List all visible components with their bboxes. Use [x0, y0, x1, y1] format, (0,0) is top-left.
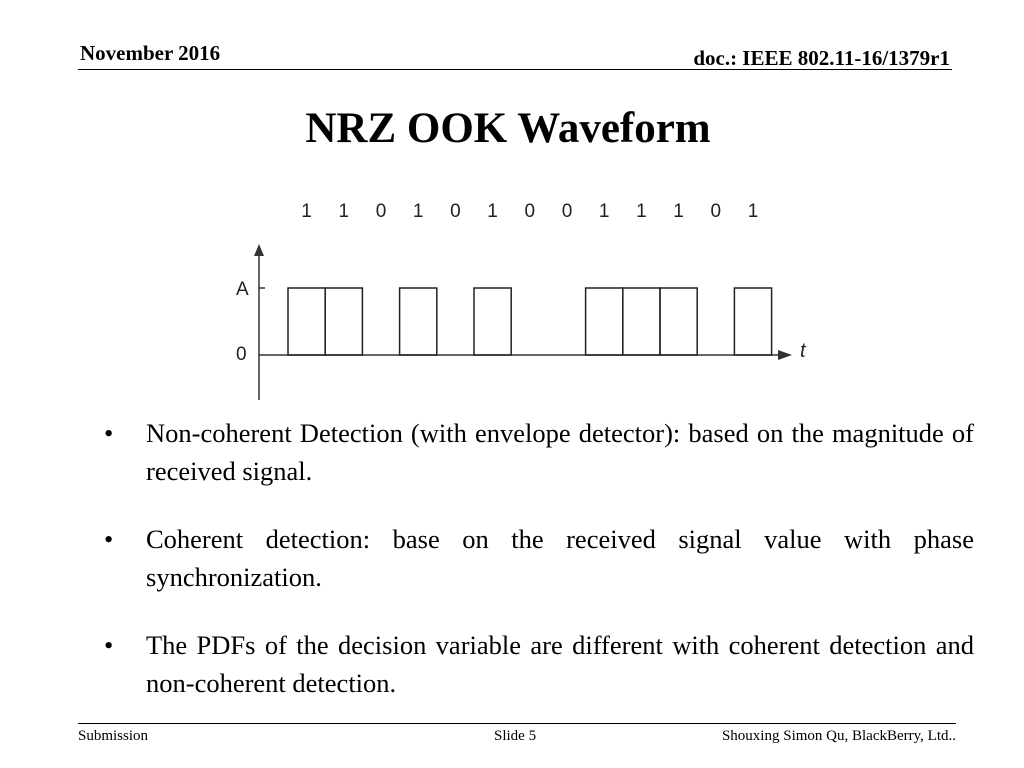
bit-label: 0 — [375, 201, 387, 222]
bit-label: 0 — [450, 201, 461, 222]
y-label-zero: 0 — [236, 344, 247, 365]
footer-slide-number: Slide 5 — [494, 728, 537, 744]
bullet-symbol: • — [104, 524, 114, 554]
bullet-list — [104, 414, 974, 732]
header-doc-id: doc.: IEEE 802.11-16/1379r1 — [693, 46, 950, 70]
pulse-bit-1 — [586, 288, 623, 355]
pulse-bit-1 — [734, 288, 771, 355]
x-axis-arrowhead — [778, 350, 792, 360]
nrz-ook-waveform-diagram — [220, 190, 820, 405]
pulse-bit-1 — [660, 288, 697, 355]
bullet-symbol: • — [104, 630, 114, 660]
slide-title: NRZ OOK Waveform — [305, 105, 711, 152]
bit-label: 1 — [301, 201, 312, 222]
bit-label: 1 — [487, 201, 498, 222]
footer-author: Shouxing Simon Qu, BlackBerry, Ltd.. — [721, 728, 956, 744]
pulse-group — [288, 288, 772, 355]
footer-submission: Submission — [78, 728, 149, 744]
bullet-text-coherent: Coherent detection: base on the received signal value with phase synchronization. — [146, 524, 974, 592]
bit-label: 0 — [524, 201, 536, 222]
bullet-item — [104, 414, 974, 490]
bit-label: 1 — [338, 201, 350, 222]
y-label-a: A — [236, 279, 249, 300]
header-date: November 2016 — [80, 41, 221, 65]
bit-labels — [301, 201, 758, 222]
pulse-bit-1 — [474, 288, 511, 355]
pulse-bit-1 — [623, 288, 660, 355]
bit-label: 0 — [710, 201, 722, 222]
bullet-item — [104, 626, 974, 702]
bit-label: 1 — [636, 201, 647, 222]
pulse-bit-1 — [400, 288, 437, 355]
bit-label: 0 — [561, 201, 573, 222]
bit-label: 1 — [412, 201, 424, 222]
x-label-t: t — [800, 340, 806, 362]
pulse-bit-1 — [325, 288, 362, 355]
bullet-item — [104, 520, 974, 596]
bullet-text-noncoherent: Non-coherent Detection (with envelope detector): based on the magnitude of received signal. — [146, 418, 974, 486]
bit-label: 1 — [673, 201, 684, 222]
bullet-text-pdfs: The PDFs of the decision variable are different with coherent detection and non-coherent detection. — [146, 630, 974, 698]
bullet-symbol: • — [104, 418, 114, 448]
bit-label: 1 — [747, 201, 759, 222]
bit-label: 1 — [598, 201, 610, 222]
y-axis-arrowhead — [254, 244, 264, 256]
footer-divider — [78, 723, 956, 724]
header-divider — [78, 69, 952, 70]
pulse-bit-1 — [288, 288, 325, 355]
